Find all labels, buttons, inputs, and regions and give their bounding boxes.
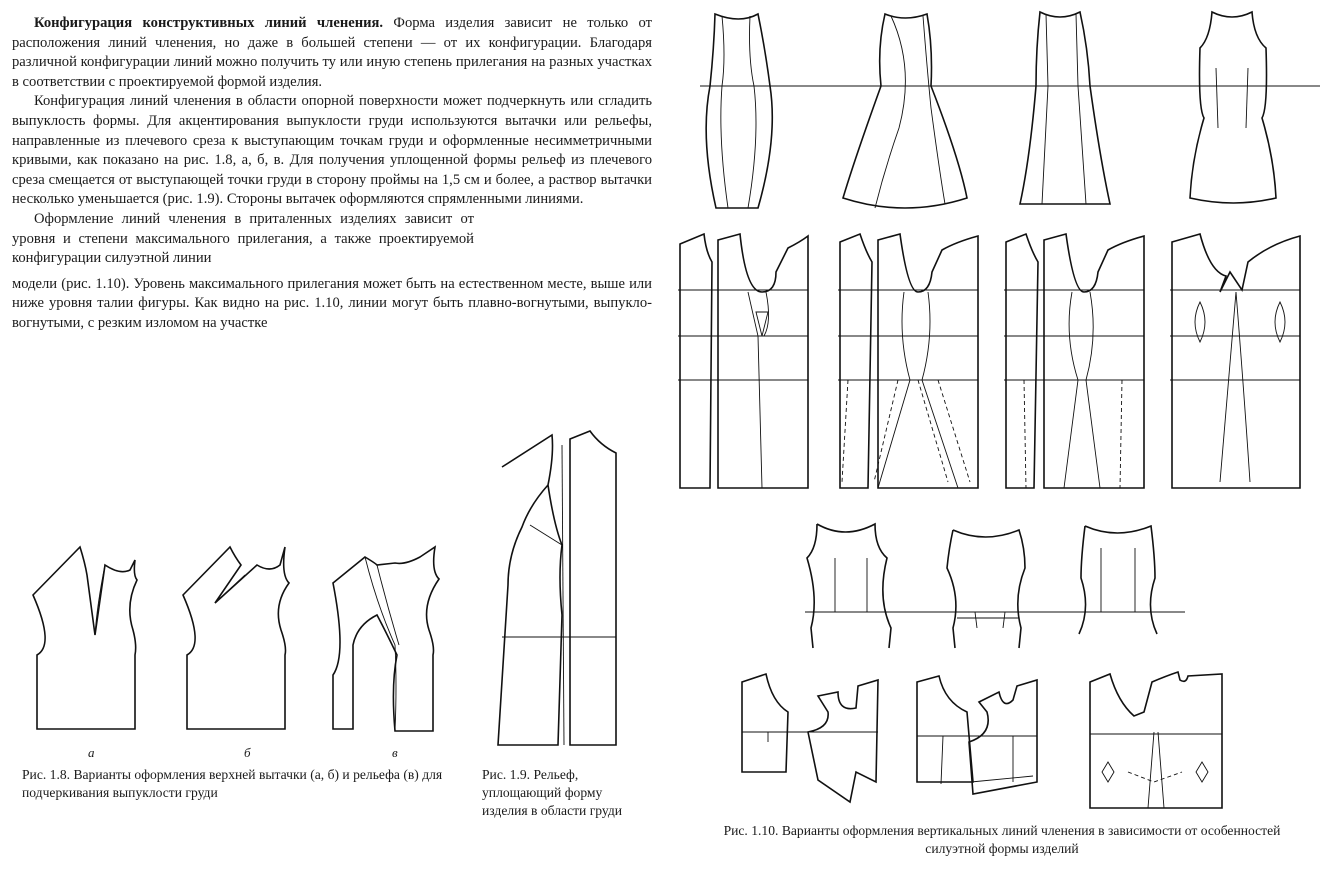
small-pattern-3 [1090, 672, 1222, 808]
dress-2 [843, 14, 967, 208]
dress-4 [1190, 12, 1276, 203]
pattern-2 [838, 234, 978, 488]
figure-1-8-drawings [25, 535, 455, 745]
figure-1-10-small-patterns [738, 672, 1238, 817]
figure-1-9-caption: Рис. 1.9. Рельеф, уплощающий форму изделия в области груди [482, 767, 623, 818]
paragraph-3: Оформление линий членения в приталенных изделиях зависит от уровня и степени максимального прилегания, а также проектируемой конфигурации силуэтной линии [12, 210, 474, 267]
bodice-3 [1079, 526, 1157, 634]
bodice-2 [947, 530, 1025, 648]
figure-1-10-bodices [805, 518, 1185, 658]
label-b: б [244, 745, 251, 760]
bodice-variant-c [333, 547, 439, 731]
paragraph-2: Конфигурация линий членения в области опорной поверхности может подчеркнуть или сгладить выпуклость формы. Для акцентирования выпуклости груди используются вытачки или рельефы, направленные из плечевого среза к выступающим точкам груди и оформленные несимметричными кривыми, как показано на рис. 1.8, а, б, в. Для получения уплощенной формы рельеф из плечевого среза смещается от выступающей точки груди в сторону проймы на 1,5 см и более, а раствор вытачки несколько уменьшается (рис. 1.9). Стороны вытачек оформляются спрямленными линиями. [12, 93, 652, 208]
paragraph-1-heading: Конфигурация конструктивных линий членения. [34, 15, 384, 31]
label-v: в [392, 745, 398, 760]
figure-1-9-drawing [490, 425, 630, 755]
label-a: а [88, 745, 95, 760]
paragraph-1 [12, 14, 652, 92]
dress-1 [706, 14, 772, 208]
pattern-1 [678, 234, 808, 488]
pattern-4 [1170, 234, 1300, 488]
figure-1-10-caption: Рис. 1.10. Варианты оформления вертикальных линий членения в зависимости от особенностей силуэтной формы изделий [723, 823, 1281, 856]
figure-1-8-caption: Рис. 1.8. Варианты оформления верхней вытачки (а, б) и рельефа (в) для подчеркивания выпуклости груди [22, 767, 443, 800]
bodice-variant-a [33, 547, 137, 729]
small-pattern-1 [742, 674, 878, 802]
paragraph-1-body: Форма изделия зависит не только от расположения линий членения, но даже в большей степени — от их конфигурации. Благодаря различной конфигурации линий можно получить ту или иную степень прилегания на разных участках в соответствии с проектируемой формой изделия. [12, 15, 652, 90]
article-text [12, 14, 652, 334]
pattern-3 [1004, 234, 1144, 488]
figure-1-10-patterns [678, 232, 1314, 494]
bodice-variant-b [183, 547, 289, 729]
figure-1-10-dress-silhouettes [700, 8, 1320, 218]
bodice-1 [807, 524, 891, 648]
small-pattern-2 [917, 676, 1037, 794]
paragraph-4: модели (рис. 1.10). Уровень максимального прилегания может быть на естественном месте, выше или ниже уровня талии фигуры. Как видно на рис. 1.10, линии могут быть плавно-вогнутыми, выпукло-вогнутыми, с резким изломом на участке [12, 275, 652, 331]
dress-3 [1020, 12, 1110, 204]
